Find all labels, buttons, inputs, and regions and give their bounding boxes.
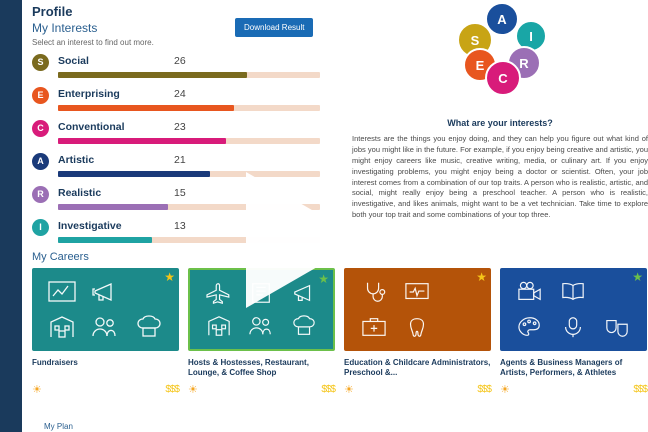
film-camera-icon xyxy=(508,274,552,310)
info-heading: What are your interests? xyxy=(447,118,553,128)
interest-label: Enterprising xyxy=(58,88,120,100)
masks-icon xyxy=(595,310,639,346)
cluster-bubble-e[interactable]: E xyxy=(463,48,497,82)
next-section-heading: My Plan xyxy=(44,422,73,431)
interest-row[interactable] xyxy=(32,50,320,83)
cluster-bubble-s[interactable]: S xyxy=(457,22,493,58)
career-card-title: Education & Childcare Administrators, Preschool &... xyxy=(344,358,491,377)
interest-label: Artistic xyxy=(58,154,95,166)
my-careers-heading: My Careers xyxy=(32,251,89,263)
favorite-star-icon[interactable]: ★ xyxy=(318,272,329,286)
salary-indicator: $$$ xyxy=(165,384,179,395)
interest-label: Social xyxy=(58,55,89,67)
interest-value: 23 xyxy=(174,121,186,133)
megaphone-icon xyxy=(84,274,128,310)
career-icon-grid xyxy=(32,268,179,351)
interest-badge: R xyxy=(32,186,49,203)
career-card-title: Agents & Business Managers of Artists, Performers, & Athletes xyxy=(500,358,623,377)
interest-bar xyxy=(58,105,320,111)
interest-bar xyxy=(58,138,320,144)
cluster-bubble-a[interactable]: A xyxy=(485,2,519,36)
outlook-sun-icon: ☀ xyxy=(344,384,354,396)
interest-badge: E xyxy=(32,87,49,104)
building-icon xyxy=(40,310,84,346)
career-card[interactable] xyxy=(32,268,179,396)
blank-icon xyxy=(439,310,483,346)
interest-value: 21 xyxy=(174,154,186,166)
first-aid-icon xyxy=(352,310,396,346)
people-icon xyxy=(84,310,128,346)
cluster-bubble-r[interactable]: R xyxy=(507,46,541,80)
career-card-image[interactable] xyxy=(500,268,647,351)
interest-badge: A xyxy=(32,153,49,170)
outlook-sun-icon: ☀ xyxy=(188,384,198,396)
monitor-icon xyxy=(396,274,440,310)
favorite-star-icon[interactable]: ★ xyxy=(476,270,487,284)
interest-value: 26 xyxy=(174,55,186,67)
interest-value: 24 xyxy=(174,88,186,100)
interest-row[interactable] xyxy=(32,83,320,116)
building-icon xyxy=(198,310,240,344)
play-video-button[interactable] xyxy=(246,172,364,308)
info-body: Interests are the things you enjoy doing, and they can help you figure out what kind of jobs you might like in the future. For example, if you enjoy being creative and artistic, you might enjoy careers like music, creative writing, media, or culinary art. If you enjoy investigating problems, you might enjoy being a doctor or scientist. Often, your job interest comes from a combination of our top traits. A person who is realistic, artistic, and social, might really enjoy being a preschool teacher. A person who is realistic, investigative, and likes animals, might want to be a vet technician. Take time to explore both your top trait and some combinations of your top three. xyxy=(352,134,648,220)
outlook-sun-icon: ☀ xyxy=(500,384,510,396)
career-card-meta xyxy=(344,383,491,396)
interest-badge: S xyxy=(32,54,49,71)
career-card-title: Fundraisers xyxy=(32,358,78,367)
career-card[interactable] xyxy=(500,268,647,396)
interest-cluster-graphic xyxy=(447,2,562,102)
info-panel xyxy=(352,118,648,221)
career-card-image[interactable] xyxy=(344,268,491,351)
career-card-meta xyxy=(500,383,647,396)
chef-icon xyxy=(127,310,171,346)
interest-badge: I xyxy=(32,219,49,236)
chef-icon xyxy=(283,310,325,344)
page-title: Profile xyxy=(32,4,73,19)
interest-label: Conventional xyxy=(58,121,125,133)
salary-indicator: $$$ xyxy=(321,384,335,395)
airplane-icon xyxy=(198,276,240,310)
cluster-bubble-c[interactable]: C xyxy=(485,60,521,96)
interest-value: 15 xyxy=(174,187,186,199)
salary-indicator: $$$ xyxy=(633,384,647,395)
book-icon xyxy=(552,274,596,310)
chart-board-icon xyxy=(40,274,84,310)
outlook-sun-icon: ☀ xyxy=(32,384,42,396)
interest-bar xyxy=(58,72,320,78)
favorite-star-icon[interactable]: ★ xyxy=(164,270,175,284)
interest-label: Realistic xyxy=(58,187,102,199)
career-card-meta xyxy=(188,383,335,396)
palette-icon xyxy=(508,310,552,346)
people-icon xyxy=(240,310,282,344)
download-result-button[interactable]: Download Result xyxy=(235,18,313,37)
my-interests-heading: My Interests xyxy=(32,21,98,35)
microphone-icon xyxy=(552,310,596,346)
interests-subtitle: Select an interest to find out more. xyxy=(32,38,154,47)
career-card-image[interactable] xyxy=(32,268,179,351)
left-nav-rail xyxy=(0,0,22,432)
tooth-icon xyxy=(396,310,440,346)
favorite-star-icon[interactable]: ★ xyxy=(632,270,643,284)
interest-label: Investigative xyxy=(58,220,122,232)
interest-value: 13 xyxy=(174,220,186,232)
career-card-meta xyxy=(32,383,179,396)
salary-indicator: $$$ xyxy=(477,384,491,395)
career-icon-grid xyxy=(500,268,647,351)
career-card-title: Hosts & Hostesses, Restaurant, Lounge, & Coffee Shop xyxy=(188,358,309,377)
interest-badge: C xyxy=(32,120,49,137)
interest-row[interactable] xyxy=(32,116,320,149)
career-card[interactable] xyxy=(344,268,491,396)
career-icon-grid xyxy=(344,268,491,351)
cluster-bubble-i[interactable]: I xyxy=(515,20,547,52)
